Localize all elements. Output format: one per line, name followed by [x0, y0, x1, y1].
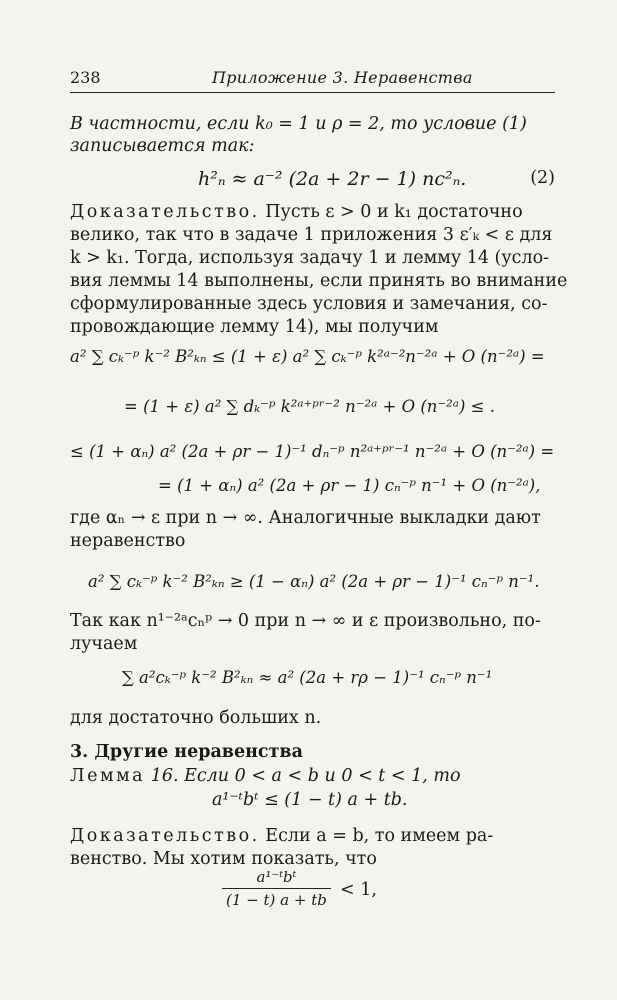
text-line: для достаточно больших n.	[70, 708, 322, 728]
text-line: сформулированные здесь условия и замечания, со-	[70, 294, 548, 314]
equation-5: a² ∑ cₖ⁻ᵖ k⁻² B²ₖₙ ≥ (1 − αₙ) a² (2a + ρr − 1)⁻¹ cₙ⁻ᵖ n⁻¹.	[88, 572, 540, 591]
text-line: k > k₁. Тогда, используя задачу 1 и лемму 14 (усло-	[70, 248, 550, 268]
text-span: 16. Если 0 < a < b и 0 < t < 1, то	[145, 766, 461, 786]
equation-line-1: a² ∑ cₖ⁻ᵖ k⁻² B²ₖₙ ≤ (1 + ε) a² ∑ cₖ⁻ᵖ k²ᵃ⁻²n⁻²ᵃ + O (n⁻²ᵃ) =	[70, 347, 545, 366]
text-line: записывается так:	[70, 136, 255, 156]
fraction-relation: < 1,	[340, 880, 377, 900]
running-title: Приложение 3. Неравенства	[212, 68, 473, 87]
section-heading: 3. Другие неравенства	[70, 742, 303, 762]
text-line: венство. Мы хотим показать, что	[70, 849, 377, 869]
text-span: Если a = b, то имеем ра-	[259, 826, 494, 846]
equation-6: ∑ a²cₖ⁻ᵖ k⁻² B²ₖₙ ≈ a² (2a + rρ − 1)⁻¹ cₙ⁻ᵖ n⁻¹	[122, 668, 493, 687]
text-span: Пусть ε > 0 и k₁ достаточно	[259, 202, 523, 222]
proof-label: Доказательство.	[70, 202, 260, 222]
proof-paragraph	[70, 826, 493, 846]
equation-number: (2)	[530, 168, 555, 188]
equation-7: a¹⁻ᵗbᵗ ≤ (1 − t) a + tb.	[212, 790, 408, 810]
lemma-statement	[70, 766, 461, 786]
proof-paragraph	[70, 202, 523, 222]
text-line: В частности, если k₀ = 1 и ρ = 2, то условие (1)	[70, 114, 527, 134]
equation-line-3: ≤ (1 + αₙ) a² (2a + ρr − 1)⁻¹ dₙ⁻ᵖ n²ᵃ⁺ᵖʳ⁻¹ n⁻²ᵃ + O (n⁻²ᵃ) =	[70, 442, 555, 461]
fraction-denominator: (1 − t) a + tb	[226, 891, 327, 909]
lemma-label: Лемма	[70, 766, 146, 786]
book-page	[70, 62, 568, 909]
text-line: вия леммы 14 выполнены, если принять во внимание	[70, 271, 568, 291]
equation-line-2: = (1 + ε) a² ∑ dₖ⁻ᵖ k²ᵃ⁺ᵖʳ⁻² n⁻²ᵃ + O (n⁻²ᵃ) ≤ .	[124, 397, 495, 416]
equation-line-4: = (1 + αₙ) a² (2a + ρr − 1) cₙ⁻ᵖ n⁻¹ + O (n⁻²ᵃ),	[158, 476, 541, 495]
text-line: неравенство	[70, 531, 186, 551]
formula-2: h²ₙ ≈ a⁻² (2a + 2r − 1) nc²ₙ.	[198, 168, 467, 190]
text-line: велико, так что в задаче 1 приложения 3 ε′ₖ < ε для	[70, 225, 553, 245]
fraction	[222, 868, 331, 909]
text-line: лучаем	[70, 634, 138, 654]
text-line: Так как n¹⁻²ᵃcₙᵖ → 0 при n → ∞ и ε произвольно, по-	[70, 611, 541, 631]
text-line: провождающие лемму 14), мы получим	[70, 317, 439, 337]
text-line: где αₙ → ε при n → ∞. Аналогичные выкладки дают	[70, 508, 541, 528]
proof-label: Доказательство.	[70, 826, 260, 846]
page-number: 238	[70, 68, 101, 87]
fraction-numerator: a¹⁻ᵗbᵗ	[222, 868, 331, 889]
page-header	[70, 62, 555, 93]
